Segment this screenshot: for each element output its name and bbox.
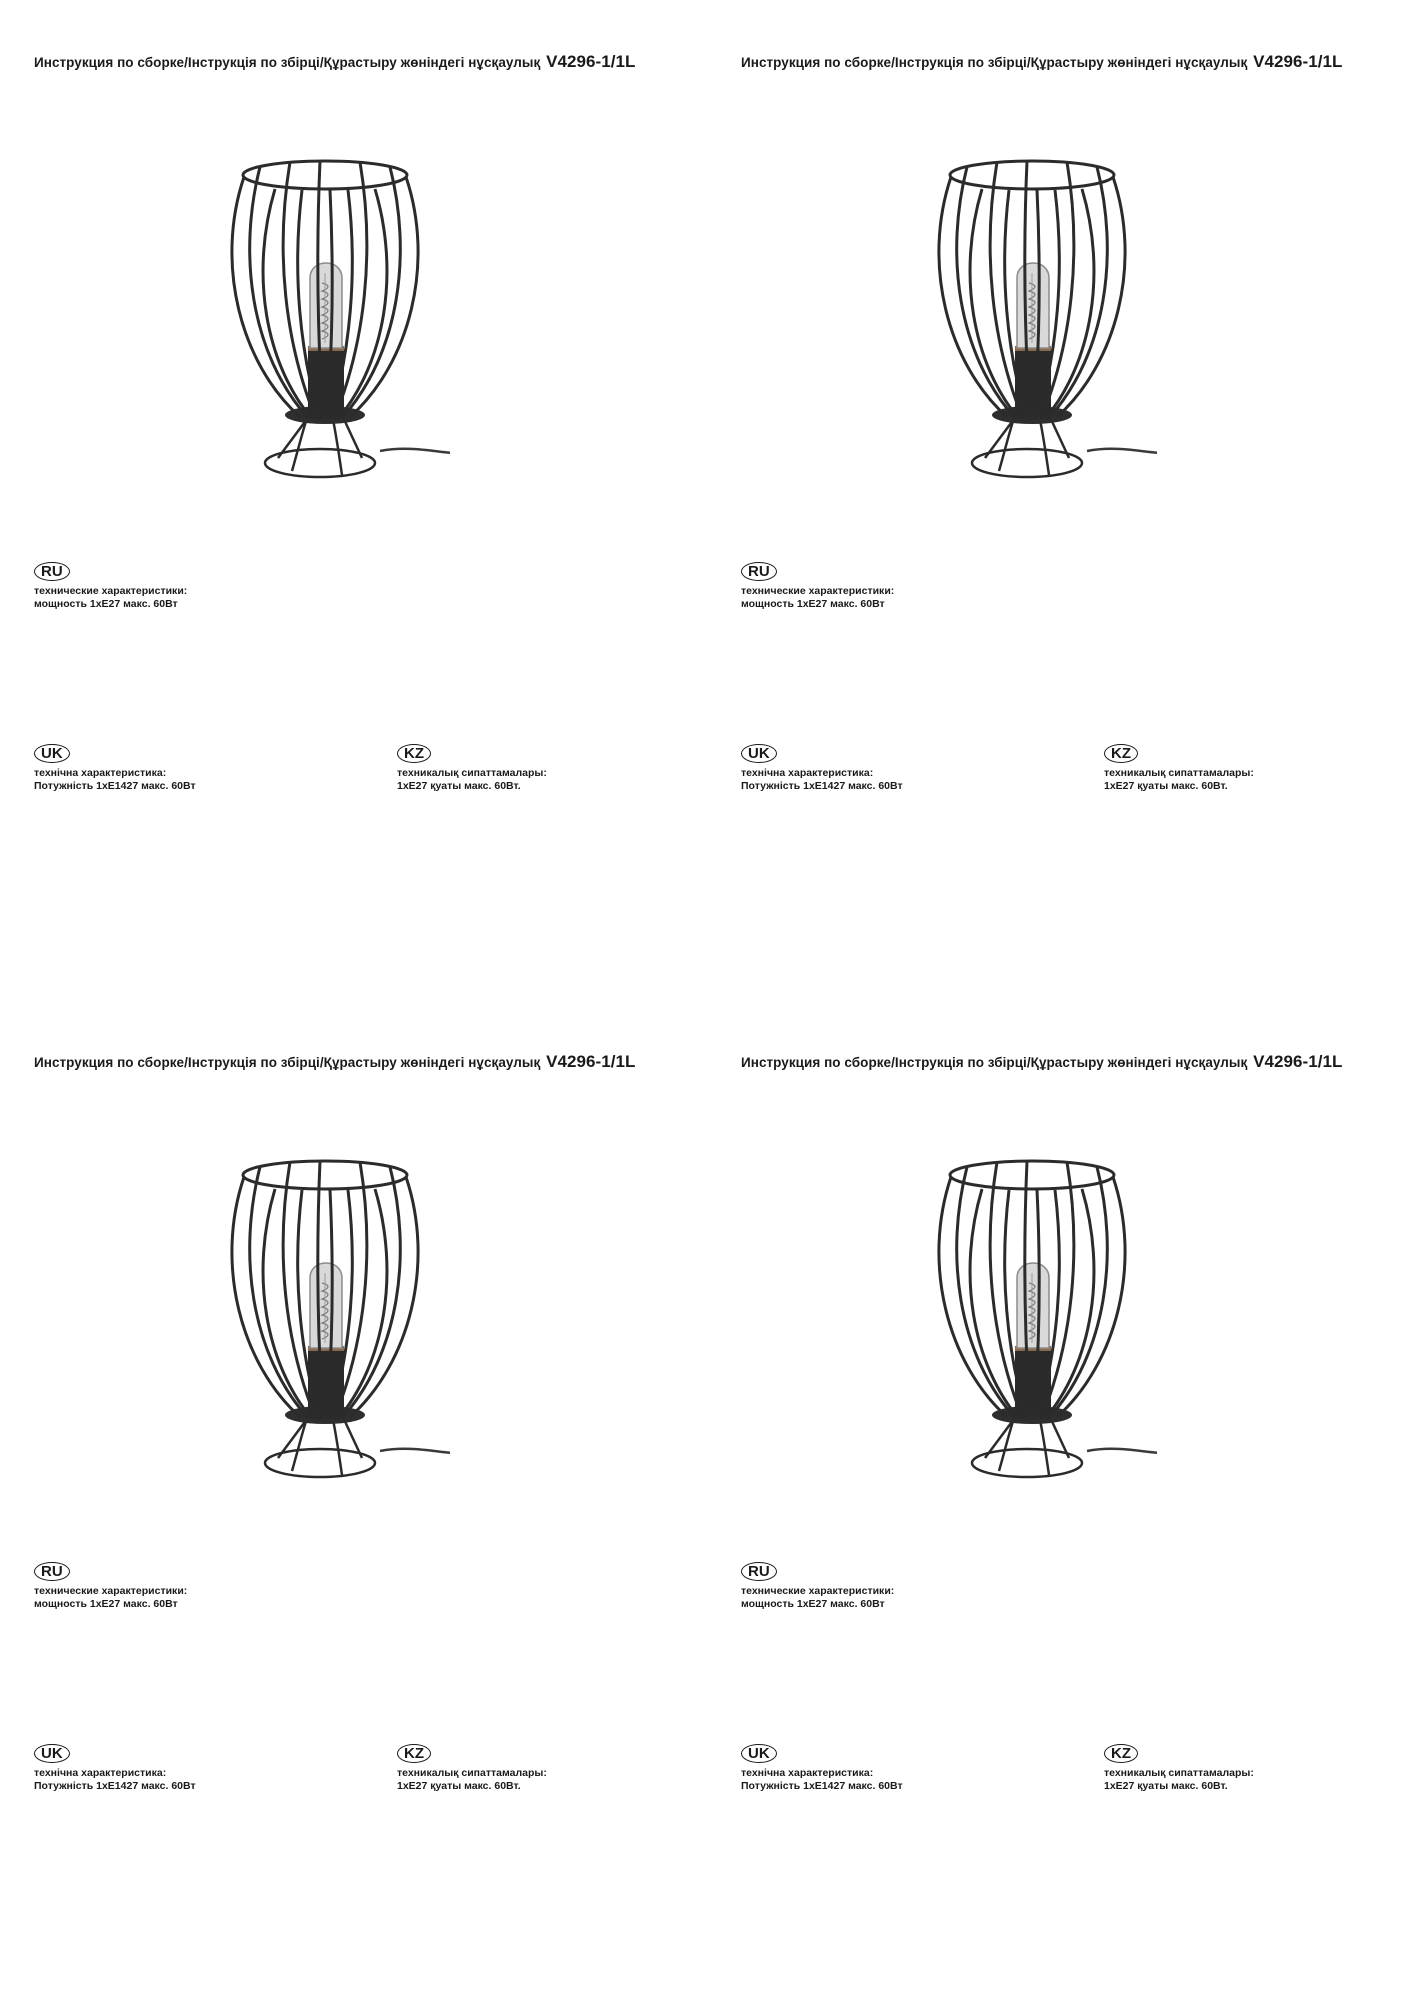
page-title bbox=[741, 52, 1342, 72]
uk-spec-power: Потужність 1хЕ1427 макс. 60Вт bbox=[34, 780, 196, 792]
uk-badge: UK bbox=[741, 1744, 777, 1763]
kz-badge: KZ bbox=[1104, 1744, 1138, 1763]
uk-badge: UK bbox=[741, 744, 777, 763]
kz-spec-block bbox=[397, 1744, 547, 1793]
kz-spec-power: 1хE27 қуаты макс. 60Вт. bbox=[1104, 1780, 1228, 1792]
title-text: Инструкция по сборке/Інструкція по збірці/Құрастыру жөніндегі нұсқаулық bbox=[34, 1055, 541, 1070]
ru-spec-heading: технические характеристики: bbox=[34, 585, 188, 597]
uk-spec-heading: технічна характеристика: bbox=[34, 1767, 167, 1779]
title-text: Инструкция по сборке/Інструкція по збірці/Құрастыру жөніндегі нұсқаулық bbox=[741, 1055, 1248, 1070]
instruction-card-top-left bbox=[0, 0, 707, 1000]
ru-spec-power: мощность 1xE27 макс. 60Вт bbox=[741, 1598, 885, 1610]
kz-badge: KZ bbox=[397, 1744, 431, 1763]
page-title bbox=[34, 1052, 635, 1072]
page-title bbox=[741, 1052, 1342, 1072]
uk-spec-power: Потужність 1хЕ1427 макс. 60Вт bbox=[34, 1780, 196, 1792]
kz-spec-heading: техникалық сипаттамалары: bbox=[397, 767, 547, 779]
kz-spec-power: 1хE27 қуаты макс. 60Вт. bbox=[397, 780, 521, 792]
uk-spec-block bbox=[741, 1744, 903, 1793]
instruction-card-top-right bbox=[707, 0, 1414, 1000]
kz-spec-heading: техникалық сипаттамалары: bbox=[1104, 767, 1254, 779]
model-number: V4296-1/1L bbox=[546, 52, 636, 71]
ru-spec-power: мощность 1xE27 макс. 60Вт bbox=[34, 598, 178, 610]
uk-spec-heading: технічна характеристика: bbox=[741, 767, 874, 779]
kz-spec-heading: техникалық сипаттамалары: bbox=[1104, 1767, 1254, 1779]
kz-spec-block bbox=[397, 744, 547, 793]
ru-badge: RU bbox=[34, 1562, 70, 1581]
title-text: Инструкция по сборке/Інструкція по збірці/Құрастыру жөніндегі нұсқаулық bbox=[34, 55, 541, 70]
kz-spec-block bbox=[1104, 744, 1254, 793]
uk-badge: UK bbox=[34, 744, 70, 763]
ru-spec-block bbox=[34, 562, 187, 611]
page-title bbox=[34, 52, 635, 72]
ru-spec-power: мощность 1xE27 макс. 60Вт bbox=[741, 598, 885, 610]
uk-badge: UK bbox=[34, 1744, 70, 1763]
ru-badge: RU bbox=[741, 562, 777, 581]
uk-spec-block bbox=[34, 1744, 196, 1793]
ru-spec-block bbox=[741, 562, 894, 611]
uk-spec-power: Потужність 1хЕ1427 макс. 60Вт bbox=[741, 780, 903, 792]
ru-badge: RU bbox=[741, 1562, 777, 1581]
ru-spec-power: мощность 1xE27 макс. 60Вт bbox=[34, 1598, 178, 1610]
lamp-image bbox=[200, 148, 450, 498]
ru-spec-heading: технические характеристики: bbox=[741, 585, 895, 597]
model-number: V4296-1/1L bbox=[1253, 1052, 1343, 1071]
ru-spec-heading: технические характеристики: bbox=[34, 1585, 188, 1597]
ru-badge: RU bbox=[34, 562, 70, 581]
model-number: V4296-1/1L bbox=[546, 1052, 636, 1071]
ru-spec-heading: технические характеристики: bbox=[741, 1585, 895, 1597]
lamp-image bbox=[907, 148, 1157, 498]
instruction-card-bottom-right bbox=[707, 1000, 1414, 2000]
uk-spec-power: Потужність 1хЕ1427 макс. 60Вт bbox=[741, 1780, 903, 1792]
kz-badge: KZ bbox=[397, 744, 431, 763]
kz-spec-power: 1хE27 қуаты макс. 60Вт. bbox=[1104, 780, 1228, 792]
kz-badge: KZ bbox=[1104, 744, 1138, 763]
uk-spec-heading: технічна характеристика: bbox=[741, 1767, 874, 1779]
lamp-image bbox=[200, 1148, 450, 1498]
model-number: V4296-1/1L bbox=[1253, 52, 1343, 71]
uk-spec-block bbox=[34, 744, 196, 793]
ru-spec-block bbox=[34, 1562, 187, 1611]
uk-spec-block bbox=[741, 744, 903, 793]
lamp-image bbox=[907, 1148, 1157, 1498]
kz-spec-heading: техникалық сипаттамалары: bbox=[397, 1767, 547, 1779]
instruction-card-bottom-left bbox=[0, 1000, 707, 2000]
title-text: Инструкция по сборке/Інструкція по збірці/Құрастыру жөніндегі нұсқаулық bbox=[741, 55, 1248, 70]
kz-spec-block bbox=[1104, 1744, 1254, 1793]
uk-spec-heading: технічна характеристика: bbox=[34, 767, 167, 779]
kz-spec-power: 1хE27 қуаты макс. 60Вт. bbox=[397, 1780, 521, 1792]
ru-spec-block bbox=[741, 1562, 894, 1611]
